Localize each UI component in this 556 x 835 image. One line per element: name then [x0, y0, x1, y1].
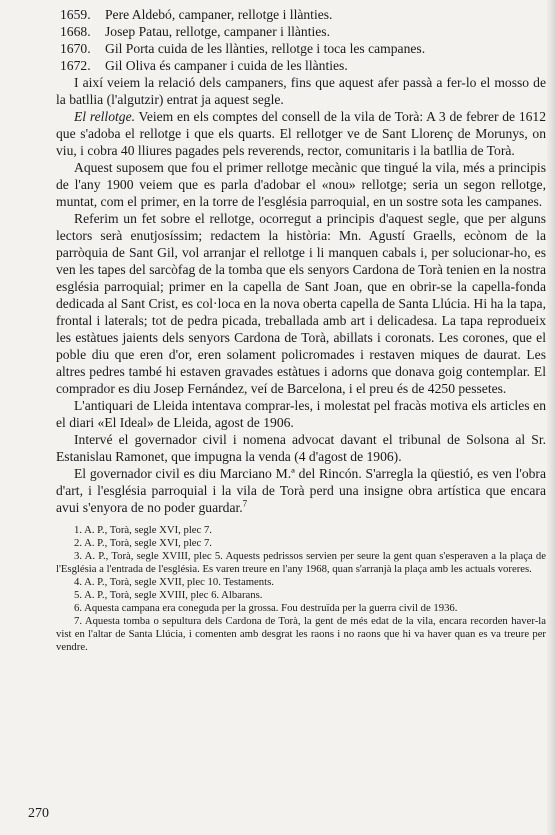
footnote-ref: 7	[242, 498, 248, 509]
list-item-year: 1672.	[60, 58, 91, 73]
paragraph-text: Referim un fet sobre el rellotge, ocorregut a principis d'aquest segle, que per alguns lectors serà enutjosíssim; redactem la història: Mn. Agustí Graells, ecònom de la parròquia de Sant Gil, vol arranjar el rellotge i li manquen cabals i, per solucionar-ho, es ven les tapes del sarcòfag de la tomba que els senyors Cardona de Torà tenien en la nostra església parroquial; primer en la capella de Sant Joan, que en obrir-se la capella-fonda dedicada al Sant Crist, es col·loca en la nova oberta capella de Santa Llúcia. Hi ha la tapa, frontal i laterals; tot de pedra picada, treballada amb art i delicadesa. La tapa reprodueix les estàtues jaients dels senyors Cardona de Torà, abillats i coronats. Les corones, que el poble diu que eren d'or, eren solament policromades i restaven miques de daurat. Les altres pedres també hi estaven gravades estàtues i adorns que donava goig contemplar. El comprador es diu Josep Fernández, veí de Barcelona, i el preu és de 4250 pessetes.	[56, 211, 546, 396]
paragraph	[56, 159, 546, 210]
campaner-list	[56, 6, 546, 74]
paragraph	[56, 74, 546, 108]
paragraph-text: El governador civil es diu Marciano M.ª del Rincón. S'arregla la qüestió, es ven l'obra d'art, i l'església parroquial i la vila de Torà perd una insigne obra artística que encara avui s'enyora de no poder guardar.	[56, 466, 546, 515]
list-item-year: 1668.	[60, 24, 91, 39]
footnote: 2. A. P., Torà, segle XVI, plec 7.	[74, 537, 212, 549]
paragraph-text: Veiem en els comptes del consell de la vila de Torà: A 3 de febrer de 1612 que s'adoba el rellotge i que els quarts. El rellotger ve de Sant Llorenç de Morunys, on viu, i cobra 40 lliures pagades pels reverends, rector, comunitaris i la batllia de Torà.	[56, 109, 547, 158]
section-heading: El rellotge.	[74, 109, 136, 124]
footnote: 7. Aquesta tomba o sepultura dels Cardona de Torà, la gent de més edat de la vila, encara recorden haver-la vist en l'altar de Santa Llúcia, i comenten amb desgrat les raons i no raons que hi va haver quan es va treure per vendre.	[56, 615, 546, 653]
list-item-text: Gil Porta cuida de les llànties, rellotge i toca les campanes.	[105, 41, 426, 56]
paragraph	[56, 465, 546, 516]
paragraph-text: L'antiquari de Lleida intentava comprar-les, i molestat pel fracàs motiva els articles en el diari «El Ideal» de Lleida, agost de 1906.	[56, 398, 546, 430]
list-item	[60, 6, 546, 23]
page-edge-shadow	[546, 0, 556, 835]
list-item-text: Pere Aldebó, campaner, rellotge i llànties.	[105, 7, 333, 22]
list-item	[60, 23, 546, 40]
paragraph	[56, 108, 546, 159]
paragraph-text: Aquest suposem que fou el primer rellotge mecànic que tingué la vila, més a principis de l'any 1900 veiem que es parla d'adobar el «nou» rellotge; seria un segon rellotge, muntat, com el primer, en la torre de l'església parroquial, en un sostre sota les campanes.	[56, 160, 546, 209]
footnote: 6. Aquesta campana era coneguda per la grossa. Fou destruïda per la guerra civil de 1936.	[74, 602, 458, 614]
paragraph	[56, 431, 546, 465]
footnote: 1. A. P., Torà, segle XVI, plec 7.	[74, 524, 212, 536]
footnotes	[56, 524, 546, 654]
list-item-text: Josep Patau, rellotge, campaner i llànties.	[105, 24, 330, 39]
list-item-year: 1659.	[60, 7, 91, 22]
paragraph	[56, 397, 546, 431]
list-item	[60, 40, 546, 57]
list-item-text: Gil Oliva és campaner i cuida de les llànties.	[105, 58, 348, 73]
list-item	[60, 57, 546, 74]
page-number: 270	[28, 806, 49, 821]
paragraph-text: I així veiem la relació dels campaners, fins que aquest afer passà a fer-lo el mosso de la batllia (l'algutzir) entrat ja aquest segle.	[56, 75, 546, 107]
paragraph	[56, 210, 546, 397]
footnote: 4. A. P., Torà, segle XVII, plec 10. Testaments.	[74, 576, 274, 588]
footnote: 3. A. P., Torà, segle XVIII, plec 5. Aquests pedrissos servien per seure la gent quan s'esperaven a la plaça de l'Església a l'entrada de l'església. Es varen treure en l'any 1968, quan s'arranjà la plaça amb les actuals voreres.	[56, 550, 546, 575]
list-item-year: 1670.	[60, 41, 91, 56]
footnote: 5. A. P., Torà, segle XVIII, plec 6. Albarans.	[74, 589, 263, 601]
page-body	[56, 6, 546, 654]
paragraph-text: Intervé el governador civil i nomena advocat davant el tribunal de Solsona al Sr. Estanislau Ramonet, que impugna la venda (4 d'agost de 1906).	[56, 432, 546, 464]
